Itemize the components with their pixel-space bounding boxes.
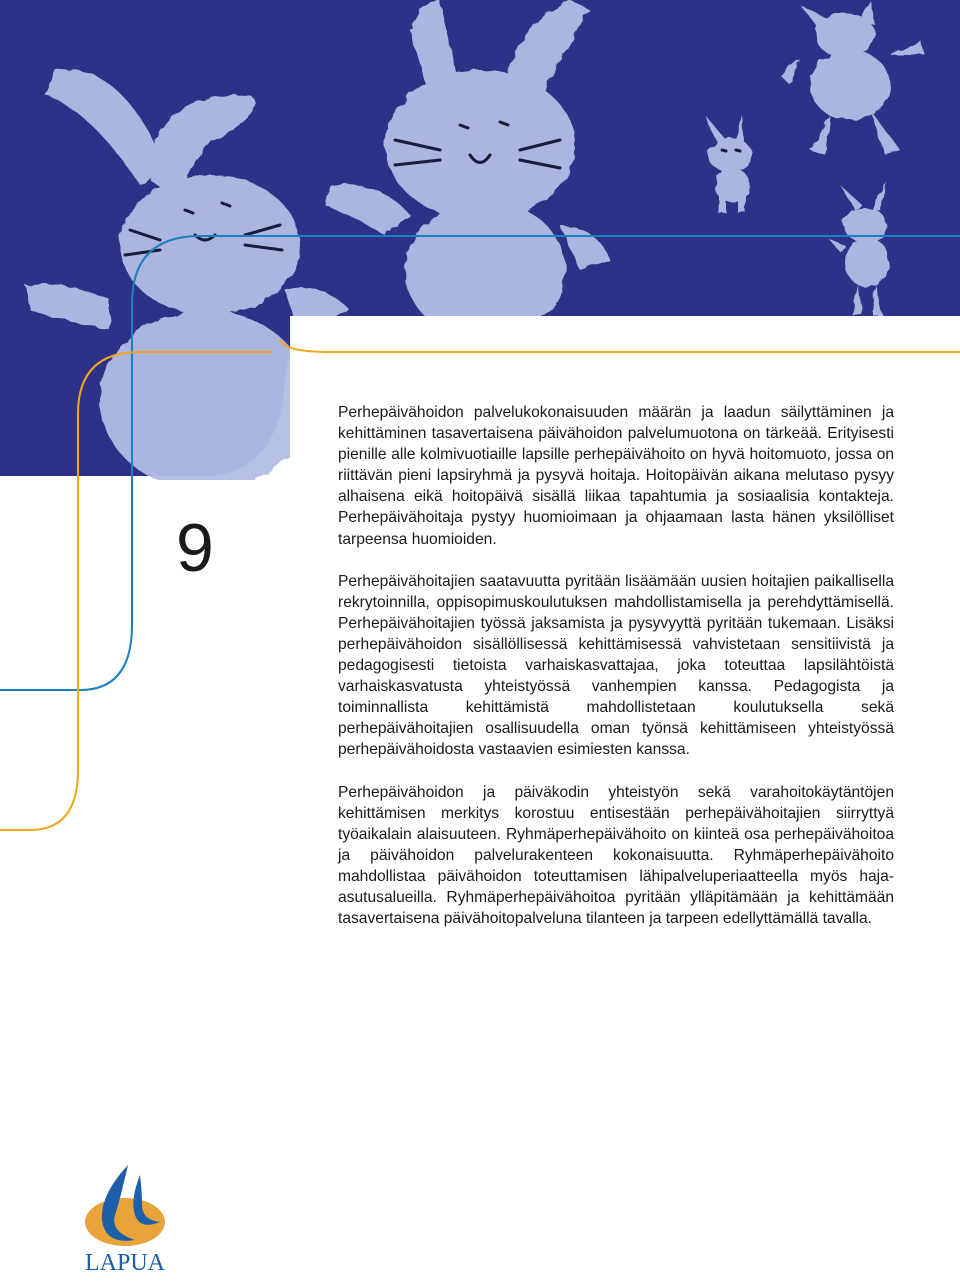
paragraph-3: Perhepäivähoidon ja päiväkodin yhteistyön sekä varahoitokäytäntöjen kehittämisen merkitys korostuu entisestään perhepäivähoitajien siirryttyä työaikalain alaisuuteen. Ryhmäperhepäivähoito on kiinteä osa perhepäivähoitoa ja päivähoidon palvelurakenteen kokonaisuutta. Ryhmäperhepäivähoito mahdollistaa päivähoidon toteuttamisen lähipalveluperiaatteella myös haja-asutusalueilla. Ryhmäperhepäivähoitoa pyritään ylläpitämään ja kehittämään tasavertaisena päivähoitopalveluna tilanteen ja tarpeen edellyttämällä tavalla. — [338, 783, 894, 928]
logo-text: LAPUA — [84, 1250, 165, 1276]
paragraph-2: Perhepäivähoitajien saatavuutta pyritään lisäämään uusien hoitajien paikallisella rekrytoinnilla, oppisopimuskoulutuksen mahdollistamisella ja perehdyttämisellä. Perhepäivähoitajien työssä jaksamista ja pysyvyyttä pyritään tukemaan. Lisäksi perhepäivähoidon sisällöllisessä kehittämisessä vahvistetaan sensitiivistä ja pedagogisesti tietoista varhaiskasvattajaa, joka toteuttaa lapsilähtöistä varhaiskasvatusta yhteistyössä vanhempien kanssa. Pedagogista ja toiminnallista kehittämistä mahdollistetaan koulutuksella sekä perhepäivähoitajien osallisuudella oman työnsä kehittämiseen yhteistyössä perhepäivähoidosta vastaavien esimiesten kanssa. — [338, 572, 894, 759]
body-text — [338, 402, 894, 950]
page-number: 9 — [176, 510, 214, 586]
paragraph-1: Perhepäivähoidon palvelukokonaisuuden määrän ja laadun säilyttäminen ja kehittäminen tasavertaisena päivähoidon palvelumuotona on tärkeää. Erityisesti pienille alle kolmivuotiaille lapsille perhepäivähoito on hyvä hoitomuoto, jossa on riittävän pieni lapsiryhmä ja pysyvä hoitaja. Hoitopäivän aikana melutaso pysyy alhaisena eikä hoitopäivä sisällä liikaa tapahtumia ja sosiaalisia kontakteja. Perhepäivähoitaja pystyy huomioimaan ja ohjaamaan lasta hänen yksilölliset tarpeensa huomioiden. — [338, 404, 894, 548]
